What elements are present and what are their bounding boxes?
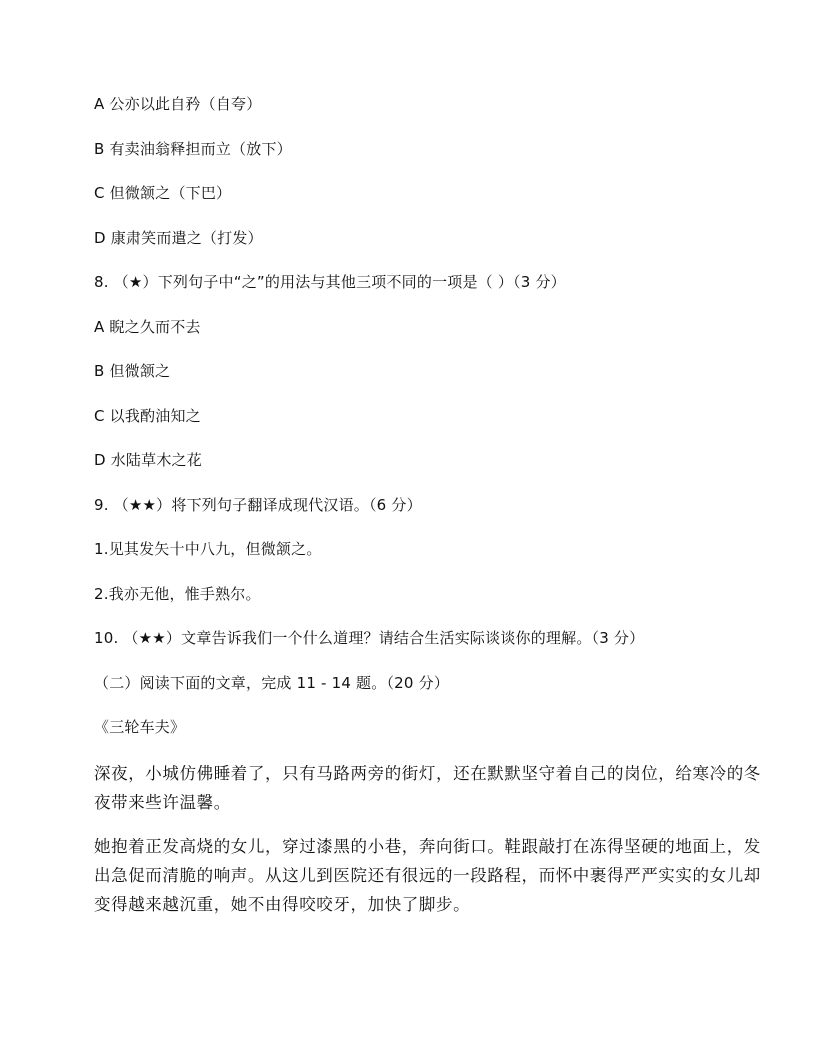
q8-option-b: B 但微颔之	[94, 362, 171, 380]
paragraph-line: 深夜，小城仿佛睡着了，只有马路两旁的街灯，还在默默坚守着自己的岗位，给寒冷的冬	[94, 764, 761, 783]
paragraph-line: 变得越来越沉重，她不由得咬咬牙，加快了脚步。	[94, 895, 471, 914]
q8-option-d: D 水陆草木之花	[94, 451, 202, 469]
article-title: 《三轮车夫》	[94, 718, 186, 736]
section-heading: （二）阅读下面的文章，完成 11 - 14 题。（20 分）	[94, 674, 450, 692]
paragraph-line: 出急促而清脆的响声。从这儿到医院还有很远的一段路程，而怀中裹得严严实实的女儿却	[94, 866, 761, 885]
q7-option-a: A 公亦以此自矜（自夸）	[94, 95, 262, 113]
paragraph-line: 夜带来些许温馨。	[94, 793, 231, 812]
article-paragraph-2	[94, 832, 761, 919]
q8-option-c: C 以我酌油知之	[94, 407, 201, 425]
paragraph-line: 她抱着正发高烧的女儿，穿过漆黑的小巷，奔向街口。鞋跟敲打在冻得坚硬的地面上，发	[94, 837, 761, 856]
q7-option-d: D 康肃笑而遣之（打发）	[94, 229, 263, 247]
q7-option-c: C 但微颔之（下巴）	[94, 184, 232, 202]
q10-stem: 10. （★★）文章告诉我们一个什么道理？请结合生活实际谈谈你的理解。（3 分）	[94, 629, 645, 647]
q8-stem: 8. （★）下列句子中“之”的用法与其他三项不同的一项是（ ）（3 分）	[94, 273, 566, 291]
article-paragraph-1	[94, 759, 761, 817]
q9-item-1: 1.见其发矢十中八九，但微颔之。	[94, 540, 322, 558]
q8-option-a: A 睨之久而不去	[94, 318, 201, 336]
q7-option-b: B 有卖油翁释担而立（放下）	[94, 140, 292, 158]
q9-item-2: 2.我亦无他，惟手熟尔。	[94, 585, 261, 603]
q9-stem: 9. （★★）将下列句子翻译成现代汉语。（6 分）	[94, 496, 422, 514]
